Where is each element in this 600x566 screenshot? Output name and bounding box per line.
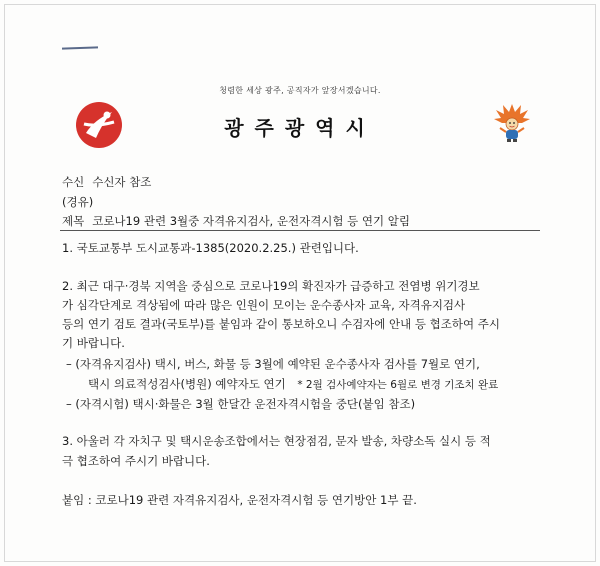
paragraph-2-line-1: 2. 최근 대구·경북 지역을 중심으로 코로나19의 확진자가 급증하고 전염병 위기경보 bbox=[62, 279, 480, 293]
bullet-1-note: * 2월 검사예약자는 6월로 변경 기조치 완료 bbox=[297, 379, 499, 391]
paragraph-3-line-2: 극 협조하여 주시기 바랍니다. bbox=[62, 454, 210, 468]
paragraph-1: 1. 국토교통부 도시교통과-1385(2020.2.25.) 관련입니다. bbox=[62, 241, 359, 255]
paragraph-2-line-4: 기 바랍니다. bbox=[62, 336, 125, 350]
bullet-1-line-2 bbox=[88, 376, 498, 392]
paragraph-2-line-3: 등의 연기 검토 결과(국토부)를 붙임과 같이 통보하오니 수검자에 안내 등 협조하여 주시 bbox=[62, 317, 500, 331]
paragraph-3-line-1: 3. 아울러 각 자치구 및 택시운송조합에서는 현장점검, 문자 발송, 차량소독 실시 등 적 bbox=[62, 434, 491, 448]
attachment-line: 붙임 : 코로나19 관련 자격유지검사, 운전자격시험 등 연기방안 1부 끝. bbox=[62, 493, 417, 507]
gwangju-mascot-icon bbox=[490, 100, 534, 144]
bullet-2: – (자격시험) 택시·화물은 3월 한달간 운전자격시험을 중단(붙임 참조) bbox=[66, 397, 416, 411]
subject-rule bbox=[60, 230, 540, 231]
bullet-1-line-2-text: 택시 의료적성검사(병원) 예약자도 연기 bbox=[88, 377, 286, 391]
subject-line bbox=[62, 213, 410, 229]
bullet-1-line-1: – (자격유지검사) 택시, 버스, 화물 등 3월에 예약된 운수종사자 검사를 7월로 연기, bbox=[66, 357, 480, 371]
recipient-label: 수신 bbox=[62, 175, 85, 189]
subject-label: 제목 bbox=[62, 214, 85, 228]
subject-value: 코로나19 관련 3월중 자격유지검사, 운전자격시험 등 연기 알림 bbox=[92, 214, 411, 228]
recipient-line bbox=[62, 174, 151, 190]
org-title: 광주광역시 bbox=[224, 116, 376, 140]
slogan: 청렴한 세상 광주, 공직자가 앞장서겠습니다. bbox=[219, 86, 381, 95]
via-line: (경유) bbox=[62, 195, 94, 209]
recipient-value: 수신자 참조 bbox=[92, 175, 152, 189]
paragraph-2-line-2: 가 심각단계로 격상됨에 따라 많은 인원이 모이는 운수종사자 교육, 자격유지검사 bbox=[62, 298, 466, 312]
